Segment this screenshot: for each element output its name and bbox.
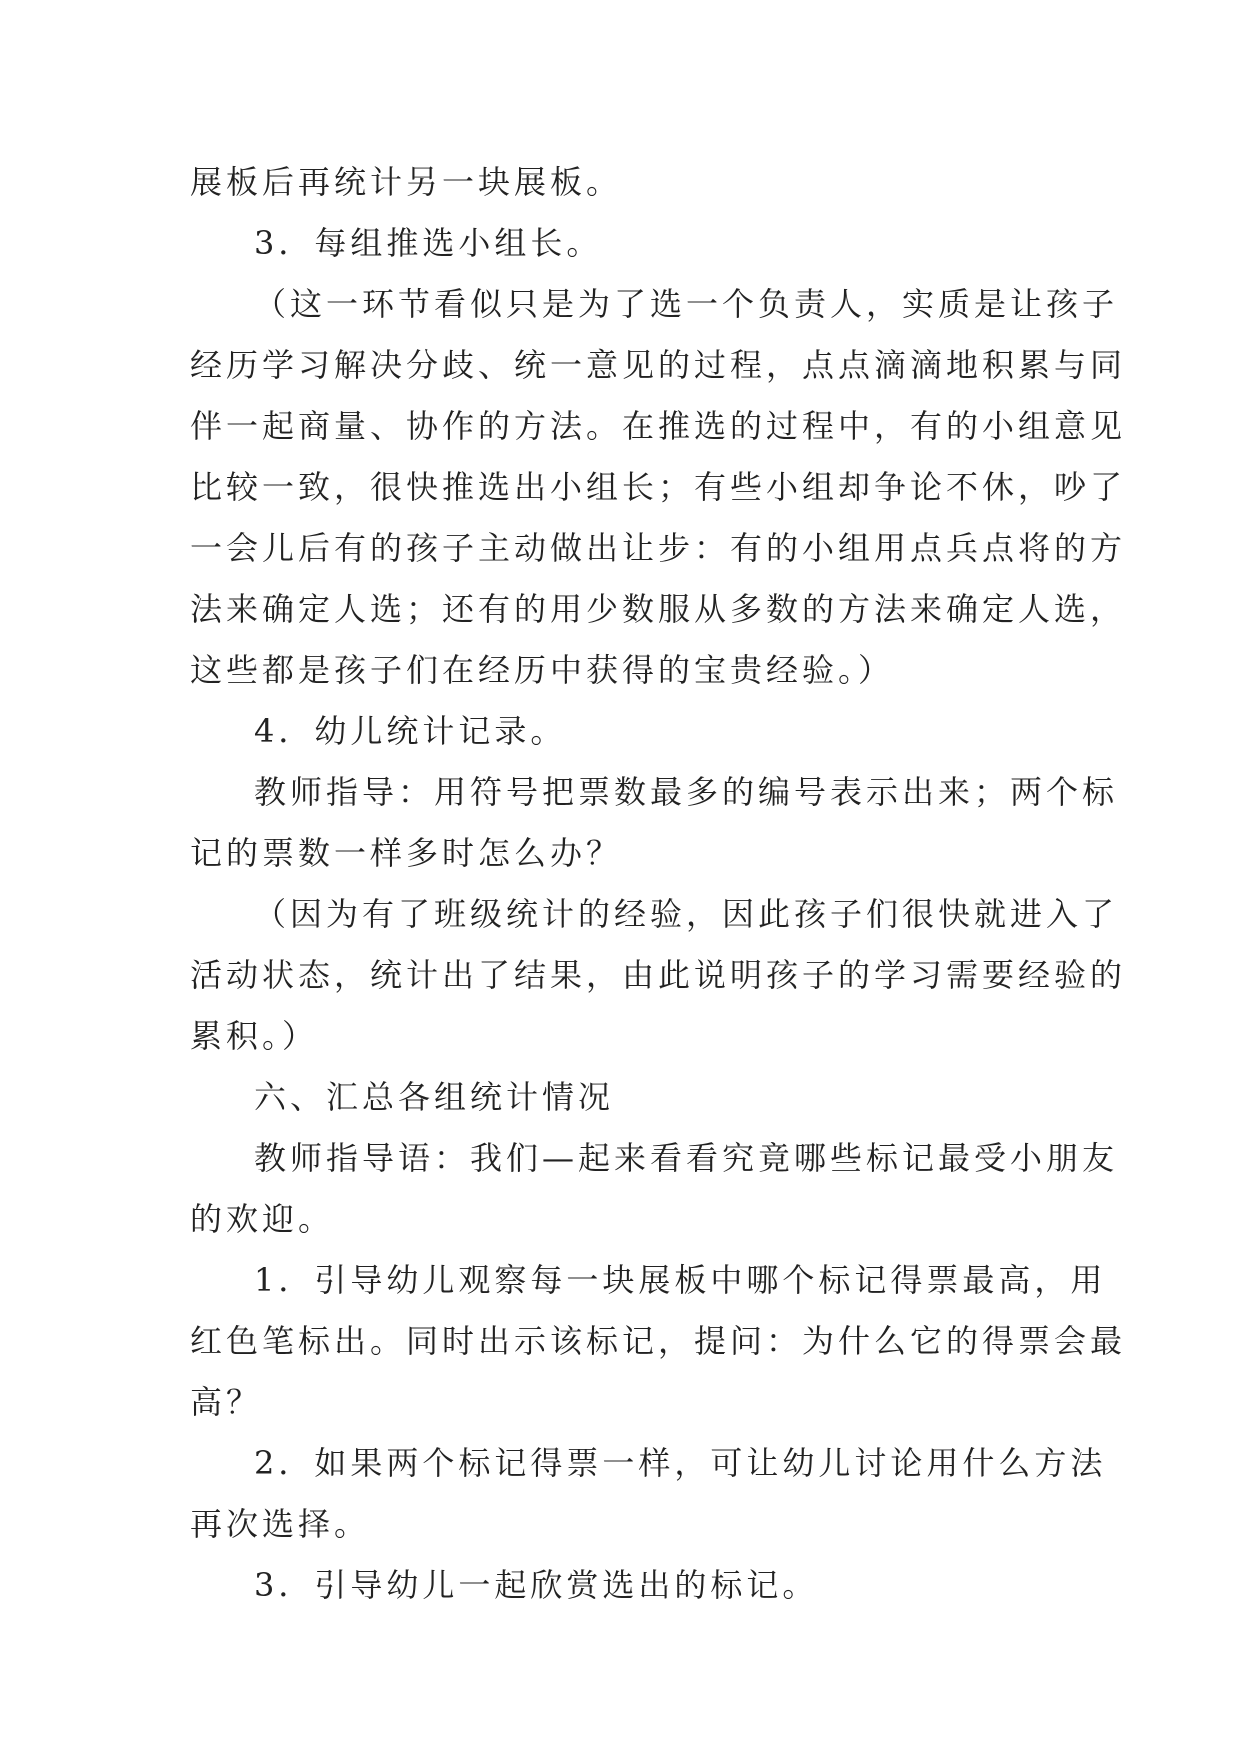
text-line: 1．引导幼儿观察每一块展板中哪个标记得票最高，用 (254, 1261, 1107, 1299)
text-line: 教师指导：用符号把票数最多的编号表示出来；两个标 (254, 773, 1119, 811)
paragraph-teacher-guidance-words (190, 1128, 1119, 1250)
text-line: 记的票数一样多时怎么办？ (190, 834, 623, 872)
text-line: 高？ (190, 1383, 263, 1421)
text-line: 这些都是孩子们在经历中获得的宝贵经验。） (190, 651, 895, 689)
paragraph-step-4-record (190, 701, 1060, 762)
text-line: 累积。） (190, 1017, 319, 1055)
text-line: （因为有了班级统计的经验，因此孩子们很快就进入了 (254, 895, 1119, 933)
paragraph-commentary-experience (190, 884, 1127, 1067)
text-line: 红色笔标出。同时出示该标记，提问：为什么它的得票会最 (190, 1322, 1127, 1360)
text-line: 活动状态，统计出了结果，由此说明孩子的学习需要经验的 (190, 956, 1127, 994)
text-line: 法来确定人选；还有的用少数服从多数的方法来确定人选， (190, 590, 1127, 628)
paragraph-step-3-select-leader (190, 213, 1060, 274)
text-line: 一会儿后有的孩子主动做出让步：有的小组用点兵点将的方 (190, 529, 1127, 567)
paragraph-summary-step-1 (190, 1250, 1127, 1433)
text-line: 3．引导幼儿一起欣赏选出的标记。 (254, 1566, 819, 1604)
paragraph-commentary-leader (190, 274, 1127, 701)
text-line: 2．如果两个标记得票一样，可让幼儿讨论用什么方法 (254, 1444, 1107, 1482)
text-line: （这一环节看似只是为了选一个负责人，实质是让孩子 (254, 285, 1119, 323)
paragraph-teacher-guidance (190, 762, 1119, 884)
text-line: 再次选择。 (190, 1505, 371, 1543)
text-line: 展板后再统计另一块展板。 (190, 163, 623, 201)
paragraph-continuation (190, 152, 1060, 213)
text-line: 3．每组推选小组长。 (254, 224, 603, 262)
text-line: 伴一起商量、协作的方法。在推选的过程中，有的小组意见 (190, 407, 1127, 445)
text-line: 4．幼儿统计记录。 (254, 712, 567, 750)
paragraph-summary-step-2 (190, 1433, 1107, 1555)
section-heading: 六、汇总各组统计情况 (254, 1078, 615, 1116)
text-line: 比较一致，很快推选出小组长；有些小组却争论不休，吵了 (190, 468, 1127, 506)
text-line: 的欢迎。 (190, 1200, 335, 1238)
document-body (190, 152, 1127, 1616)
paragraph-summary-step-3 (190, 1555, 1060, 1616)
section-heading-six (190, 1067, 1060, 1128)
text-line: 经历学习解决分歧、统一意见的过程，点点滴滴地积累与同 (190, 346, 1127, 384)
text-line: 教师指导语：我们—起来看看究竟哪些标记最受小朋友 (254, 1139, 1119, 1177)
